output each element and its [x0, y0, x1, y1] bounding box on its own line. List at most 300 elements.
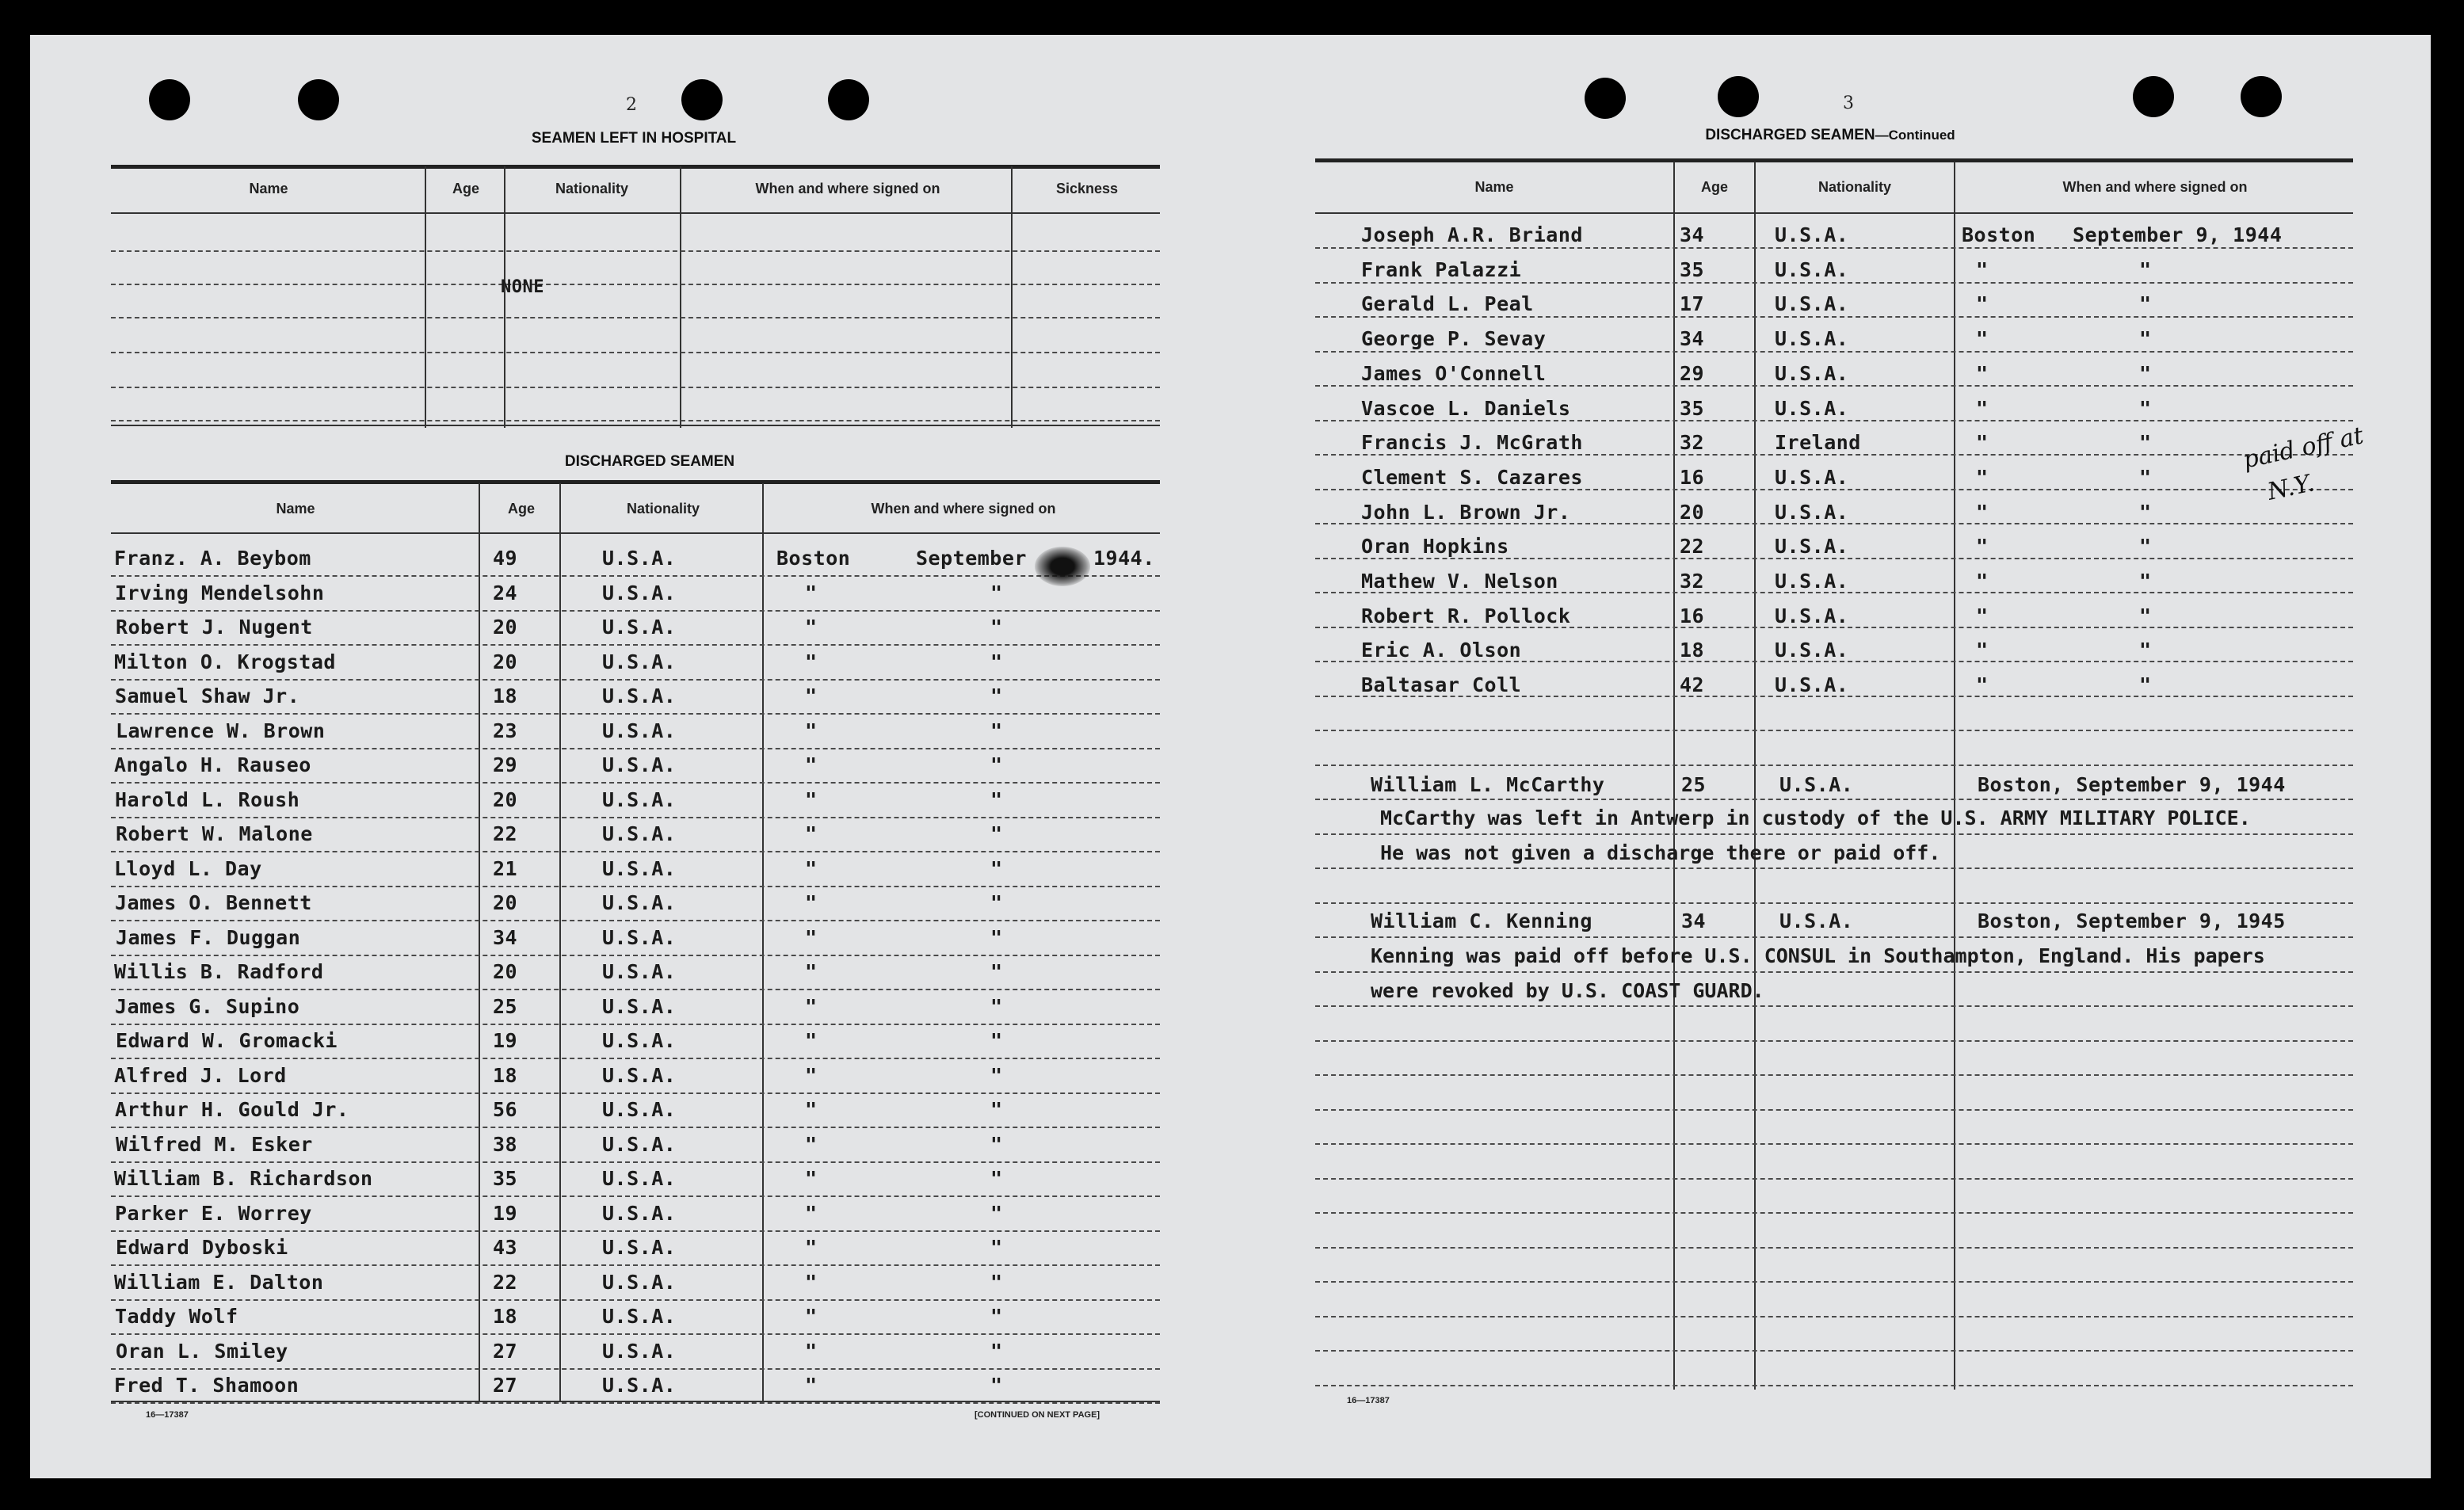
seaman-age: 19	[493, 1202, 518, 1225]
seaman-nationality: U.S.A.	[1775, 327, 1849, 350]
row-rule	[111, 250, 1160, 252]
column-divider	[1673, 162, 1675, 1390]
seaman-age: 25	[493, 995, 518, 1018]
seaman-nationality: U.S.A.	[602, 1064, 677, 1087]
seaman-name: James F. Duggan	[116, 926, 301, 949]
row-rule	[1315, 1247, 2353, 1249]
seaman-name: James O. Bennett	[115, 891, 312, 914]
row-rule	[111, 352, 1160, 353]
seaman-age: 21	[493, 857, 518, 880]
row-rule	[1315, 316, 2353, 318]
seaman-name: Mathew V. Nelson	[1361, 570, 1558, 593]
seaman-nationality: U.S.A.	[602, 684, 677, 707]
seaman-age: 35	[493, 1167, 518, 1190]
seaman-age: 20	[1680, 501, 1705, 524]
seaman-name: Taddy Wolf	[115, 1305, 238, 1328]
signed-on-date: "	[2139, 466, 2152, 489]
signed-on-place: "	[805, 857, 818, 880]
seaman-age: 34	[493, 926, 518, 949]
signed-on-place: "	[805, 1374, 818, 1397]
seaman-nationality: U.S.A.	[602, 1236, 677, 1259]
row-rule	[1315, 351, 2353, 353]
signed-on-place: "	[1976, 535, 1989, 558]
signed-on-place: "	[1976, 466, 1989, 489]
seaman-name: Milton O. Krogstad	[114, 650, 336, 673]
signed-on-date: "	[2139, 431, 2152, 454]
signed-on-place: "	[805, 1064, 818, 1087]
special-name: William L. McCarthy	[1371, 773, 1605, 796]
seaman-age: 49	[493, 547, 518, 570]
row-rule	[111, 284, 1160, 285]
seaman-name: Robert J. Nugent	[116, 616, 313, 639]
seaman-age: 42	[1680, 673, 1705, 696]
seaman-name: William B. Richardson	[114, 1167, 373, 1190]
signed-on-date: "	[2139, 327, 2152, 350]
seaman-age: 32	[1680, 570, 1705, 593]
signed-on-date: September 9, 1944	[2073, 223, 2283, 246]
seaman-age: 24	[493, 582, 518, 604]
divider	[111, 165, 1160, 169]
row-rule	[111, 644, 1160, 646]
row-rule	[111, 1127, 1160, 1128]
seaman-age: 22	[1680, 535, 1705, 558]
column-divider	[425, 166, 426, 428]
divider	[111, 1401, 1160, 1402]
seaman-name: James O'Connell	[1361, 362, 1547, 385]
seaman-nationality: U.S.A.	[602, 753, 677, 776]
seaman-age: 16	[1680, 604, 1705, 627]
signed-on-date: "	[990, 684, 1003, 707]
row-rule	[111, 1092, 1160, 1094]
special-age: 25	[1681, 773, 1707, 796]
column-divider	[1754, 162, 1756, 1390]
row-rule	[111, 1402, 1160, 1404]
seaman-name: Irving Mendelsohn	[115, 582, 325, 604]
signed-on-place: "	[1976, 673, 1989, 696]
row-rule	[111, 713, 1160, 715]
seaman-nationality: U.S.A.	[602, 995, 677, 1018]
column-divider	[504, 166, 505, 428]
row-rule	[111, 748, 1160, 749]
row-rule	[1315, 799, 2353, 800]
seaman-age: 43	[493, 1236, 518, 1259]
seaman-name: Robert W. Malone	[116, 822, 313, 845]
seaman-nationality: U.S.A.	[602, 960, 677, 983]
signed-on-place: "	[805, 719, 818, 742]
hospital-section-title: SEAMEN LEFT IN HOSPITAL	[531, 130, 737, 147]
seaman-name: Fred T. Shamoon	[114, 1374, 299, 1397]
seaman-age: 18	[493, 1305, 518, 1328]
signed-on-date: "	[2139, 362, 2152, 385]
seaman-age: 32	[1680, 431, 1705, 454]
seaman-age: 20	[493, 960, 518, 983]
seaman-age: 56	[493, 1098, 518, 1121]
ink-smudge	[1035, 547, 1090, 586]
row-rule	[111, 420, 1160, 421]
row-rule	[1315, 1316, 2353, 1317]
signed-on-place: "	[805, 1271, 818, 1294]
row-rule	[111, 1230, 1160, 1232]
seaman-name: Edward W. Gromacki	[116, 1029, 338, 1052]
seaman-name: Samuel Shaw Jr.	[115, 684, 300, 707]
row-rule	[1315, 454, 2353, 456]
column-header-age: Age	[1700, 179, 1728, 195]
signed-on-place: "	[805, 616, 818, 639]
column-divider	[1954, 162, 1955, 1390]
row-rule	[1315, 971, 2353, 973]
seaman-age: 27	[493, 1340, 518, 1363]
seaman-nationality: U.S.A.	[602, 857, 677, 880]
row-rule	[1315, 1074, 2353, 1076]
punch-hole	[681, 79, 723, 120]
row-rule	[111, 817, 1160, 818]
signed-on-place: "	[805, 960, 818, 983]
signed-on-place: "	[805, 582, 818, 604]
signed-on-place: "	[805, 995, 818, 1018]
row-rule	[1315, 558, 2353, 559]
seaman-age: 19	[493, 1029, 518, 1052]
signed-on-date: "	[990, 1202, 1003, 1225]
signed-on-date: "	[990, 960, 1003, 983]
seaman-name: Oran Hopkins	[1361, 535, 1509, 558]
seaman-nationality: U.S.A.	[602, 1029, 677, 1052]
row-rule	[1315, 282, 2353, 284]
signed-on-place: "	[1976, 604, 1989, 627]
signed-on-date: "	[990, 1098, 1003, 1121]
seaman-nationality: U.S.A.	[602, 1374, 677, 1397]
signed-on-place: Boston	[1962, 223, 2036, 246]
row-rule	[111, 1024, 1160, 1025]
seaman-nationality: U.S.A.	[1775, 292, 1849, 315]
row-rule	[1315, 1005, 2353, 1007]
row-rule	[111, 387, 1160, 388]
column-header-name: Name	[1474, 179, 1514, 195]
signed-on-place: "	[1976, 570, 1989, 593]
signed-on-date: "	[990, 1374, 1003, 1397]
signed-on-place: "	[805, 1305, 818, 1328]
special-note: He was not given a discharge there or paid off.	[1380, 841, 1941, 864]
form-number: 16—17387	[146, 1410, 189, 1420]
signed-on-place: "	[1976, 501, 1989, 524]
column-header-signed-on: When and where signed on	[755, 181, 940, 196]
column-header-age: Age	[452, 181, 479, 196]
row-rule	[111, 1161, 1160, 1163]
signed-on-date: "	[2139, 673, 2152, 696]
row-rule	[111, 1333, 1160, 1335]
signed-on-date: "	[2139, 570, 2152, 593]
row-rule	[111, 317, 1160, 318]
column-header-age: Age	[507, 501, 535, 517]
signed-on-date: "	[990, 650, 1003, 673]
punch-hole	[1718, 76, 1759, 117]
page-number: 2	[626, 95, 637, 115]
signed-on-date: "	[990, 1271, 1003, 1294]
seaman-name: Arthur H. Gould Jr.	[115, 1098, 349, 1121]
row-rule	[1315, 936, 2353, 938]
seaman-name: Vascoe L. Daniels	[1361, 397, 1571, 420]
row-rule	[111, 1299, 1160, 1301]
seaman-name: Willis B. Radford	[114, 960, 324, 983]
signed-on-year: 1944.	[1093, 547, 1155, 570]
seaman-age: 27	[493, 1374, 518, 1397]
seaman-age: 17	[1680, 292, 1705, 315]
row-rule	[1315, 489, 2353, 490]
seaman-name: Oran L. Smiley	[116, 1340, 288, 1363]
punch-hole	[2133, 76, 2174, 117]
row-rule	[111, 782, 1160, 784]
signed-on-place: "	[1976, 292, 1989, 315]
signed-on-place: "	[805, 822, 818, 845]
seaman-age: 16	[1680, 466, 1705, 489]
signed-on-date: "	[2139, 501, 2152, 524]
signed-on-date: September	[916, 547, 1027, 570]
row-rule	[1315, 1212, 2353, 1214]
row-rule	[111, 920, 1160, 921]
signed-on-place: "	[805, 1098, 818, 1121]
signed-on-place: "	[805, 1133, 818, 1156]
seaman-name: Franz. A. Beybom	[114, 547, 311, 570]
row-rule	[1315, 420, 2353, 421]
row-rule	[111, 851, 1160, 852]
seaman-name: Frank Palazzi	[1361, 258, 1522, 281]
punch-hole	[1585, 78, 1626, 119]
seaman-name: William E. Dalton	[114, 1271, 324, 1294]
special-note: Kenning was paid off before U.S. CONSUL in Southampton, England. His papers	[1371, 944, 2265, 967]
signed-on-place: "	[805, 788, 818, 811]
seaman-age: 22	[493, 822, 518, 845]
seaman-nationality: U.S.A.	[1775, 639, 1849, 662]
signed-on-place: "	[805, 650, 818, 673]
seaman-age: 35	[1680, 258, 1705, 281]
page-number: 3	[1843, 93, 1854, 113]
row-rule	[1315, 902, 2353, 904]
seaman-name: John L. Brown Jr.	[1361, 501, 1571, 524]
row-rule	[1315, 1143, 2353, 1145]
row-rule	[111, 1195, 1160, 1197]
seaman-name: Francis J. McGrath	[1361, 431, 1583, 454]
continued-note: [CONTINUED ON NEXT PAGE]	[975, 1410, 1100, 1420]
signed-on-place: "	[805, 1202, 818, 1225]
seaman-nationality: U.S.A.	[602, 616, 677, 639]
seaman-nationality: U.S.A.	[602, 891, 677, 914]
row-rule	[111, 679, 1160, 681]
seaman-nationality: U.S.A.	[602, 650, 677, 673]
row-rule	[1315, 247, 2353, 249]
divider	[111, 212, 1160, 214]
special-name: William C. Kenning	[1371, 909, 1592, 932]
seaman-age: 38	[493, 1133, 518, 1156]
seaman-nationality: U.S.A.	[602, 1167, 677, 1190]
signed-on-place: "	[1976, 362, 1989, 385]
seaman-age: 18	[493, 1064, 518, 1087]
seaman-nationality: U.S.A.	[1775, 570, 1849, 593]
seaman-name: Gerald L. Peal	[1361, 292, 1534, 315]
seaman-name: Joseph A.R. Briand	[1361, 223, 1583, 246]
seaman-age: 34	[1680, 327, 1705, 350]
signed-on-date: "	[990, 1167, 1003, 1190]
seaman-age: 20	[493, 891, 518, 914]
seaman-age: 35	[1680, 397, 1705, 420]
seaman-nationality: U.S.A.	[602, 1202, 677, 1225]
row-rule	[111, 989, 1160, 990]
form-number: 16—17387	[1347, 1396, 1390, 1405]
divider	[111, 480, 1160, 484]
seaman-name: Angalo H. Rauseo	[114, 753, 311, 776]
seaman-name: Wilfred M. Esker	[116, 1133, 313, 1156]
row-rule	[111, 575, 1160, 577]
signed-on-place: "	[1976, 397, 1989, 420]
row-rule	[1315, 1109, 2353, 1111]
seaman-nationality: U.S.A.	[602, 719, 677, 742]
hospital-entry: NONE	[501, 277, 544, 297]
seaman-nationality: U.S.A.	[1775, 466, 1849, 489]
row-rule	[111, 955, 1160, 956]
signed-on-date: "	[2139, 258, 2152, 281]
seaman-age: 18	[493, 684, 518, 707]
seaman-nationality: U.S.A.	[602, 1098, 677, 1121]
divider	[1315, 212, 2353, 214]
signed-on-date: "	[2139, 535, 2152, 558]
signed-on-date: "	[990, 788, 1003, 811]
seaman-age: 29	[493, 753, 518, 776]
seaman-nationality: U.S.A.	[602, 926, 677, 949]
signed-on-place: Boston	[776, 547, 851, 570]
seaman-nationality: U.S.A.	[1775, 397, 1849, 420]
seaman-name: Robert R. Pollock	[1361, 604, 1571, 627]
column-header-nationality: Nationality	[555, 181, 628, 196]
row-rule	[1315, 1350, 2353, 1352]
signed-on-date: "	[990, 1029, 1003, 1052]
row-rule	[111, 1264, 1160, 1266]
column-header-name: Name	[276, 501, 315, 517]
seaman-name: Lawrence W. Brown	[116, 719, 326, 742]
special-age: 34	[1681, 909, 1707, 932]
seaman-nationality: U.S.A.	[1775, 604, 1849, 627]
row-rule	[1315, 867, 2353, 869]
punch-hole	[2241, 76, 2282, 117]
seaman-name: Alfred J. Lord	[114, 1064, 287, 1087]
seaman-name: Parker E. Worrey	[115, 1202, 312, 1225]
row-rule	[111, 610, 1160, 612]
column-divider	[1011, 166, 1013, 428]
signed-on-place: "	[805, 1236, 818, 1259]
seaman-name: George P. Sevay	[1361, 327, 1547, 350]
signed-on-date: "	[2139, 397, 2152, 420]
seaman-nationality: U.S.A.	[602, 1271, 677, 1294]
row-rule	[1315, 765, 2353, 766]
column-header-signed-on: When and where signed on	[2062, 179, 2248, 195]
row-rule	[1315, 1178, 2353, 1180]
signed-on-place: "	[805, 926, 818, 949]
signed-on-place: "	[805, 753, 818, 776]
signed-on-date: "	[990, 616, 1003, 639]
signed-on-date: "	[990, 1340, 1003, 1363]
handwritten-note: N.Y.	[2265, 469, 2317, 506]
seaman-age: 29	[1680, 362, 1705, 385]
signed-on-date: "	[990, 1236, 1003, 1259]
title-suffix: —Continued	[1875, 128, 1955, 143]
seaman-name: James G. Supino	[115, 995, 300, 1018]
signed-on-place: "	[805, 1167, 818, 1190]
signed-on-date: "	[990, 857, 1003, 880]
seaman-age: 20	[493, 616, 518, 639]
seaman-name: Baltasar Coll	[1361, 673, 1522, 696]
signed-on-date: "	[990, 891, 1003, 914]
seaman-nationality: U.S.A.	[1775, 258, 1849, 281]
signed-on-date: "	[2139, 639, 2152, 662]
seaman-name: Eric A. Olson	[1361, 639, 1522, 662]
seaman-nationality: U.S.A.	[1775, 223, 1849, 246]
row-rule	[1315, 1040, 2353, 1042]
special-nationality: U.S.A.	[1779, 773, 1854, 796]
signed-on-place: "	[805, 1029, 818, 1052]
row-rule	[1315, 1385, 2353, 1386]
special-signed-on: Boston, September 9, 1945	[1978, 909, 2286, 932]
row-rule	[111, 886, 1160, 887]
seaman-name: Edward Dyboski	[116, 1236, 288, 1259]
signed-on-date: "	[990, 582, 1003, 604]
punch-hole	[828, 79, 869, 120]
row-rule	[1315, 385, 2353, 387]
seaman-nationality: U.S.A.	[1775, 362, 1849, 385]
signed-on-place: "	[805, 891, 818, 914]
seaman-name: Clement S. Cazares	[1361, 466, 1583, 489]
signed-on-date: "	[990, 995, 1003, 1018]
seaman-nationality: U.S.A.	[602, 582, 677, 604]
seaman-name: Lloyd L. Day	[114, 857, 262, 880]
seaman-age: 23	[493, 719, 518, 742]
row-rule	[1315, 1281, 2353, 1283]
handwritten-note: paid off at	[2241, 421, 2367, 475]
signed-on-date: "	[990, 926, 1003, 949]
signed-on-date: "	[2139, 604, 2152, 627]
signed-on-date: "	[990, 822, 1003, 845]
seaman-age: 20	[493, 650, 518, 673]
row-rule	[111, 1368, 1160, 1370]
row-rule	[111, 1058, 1160, 1059]
seaman-nationality: U.S.A.	[602, 788, 677, 811]
row-rule	[1315, 730, 2353, 731]
signed-on-place: "	[805, 684, 818, 707]
seaman-nationality: U.S.A.	[1775, 535, 1849, 558]
signed-on-date: "	[990, 1064, 1003, 1087]
special-nationality: U.S.A.	[1779, 909, 1854, 932]
signed-on-date: "	[990, 1305, 1003, 1328]
divider	[111, 532, 1160, 534]
signed-on-date: "	[990, 1133, 1003, 1156]
column-header-nationality: Nationality	[1817, 179, 1891, 195]
column-header-nationality: Nationality	[626, 501, 700, 517]
signed-on-date: "	[990, 719, 1003, 742]
signed-on-date: "	[2139, 292, 2152, 315]
seaman-nationality: U.S.A.	[602, 547, 677, 570]
column-header-sickness: Sickness	[1055, 181, 1119, 196]
signed-on-place: "	[1976, 431, 1989, 454]
seaman-age: 34	[1680, 223, 1705, 246]
discharged-section-title: DISCHARGED SEAMEN	[564, 453, 735, 470]
seaman-nationality: U.S.A.	[602, 1305, 677, 1328]
special-note: were revoked by U.S. COAST GUARD.	[1371, 979, 1764, 1002]
signed-on-place: "	[805, 1340, 818, 1363]
column-header-name: Name	[249, 181, 288, 196]
seaman-age: 20	[493, 788, 518, 811]
signed-on-date: "	[990, 753, 1003, 776]
seaman-age: 18	[1680, 639, 1705, 662]
special-note: McCarthy was left in Antwerp in custody of the U.S. ARMY MILITARY POLICE.	[1380, 806, 2251, 829]
divider	[1315, 158, 2353, 162]
seaman-nationality: Ireland	[1775, 431, 1861, 454]
seaman-nationality: U.S.A.	[602, 1340, 677, 1363]
